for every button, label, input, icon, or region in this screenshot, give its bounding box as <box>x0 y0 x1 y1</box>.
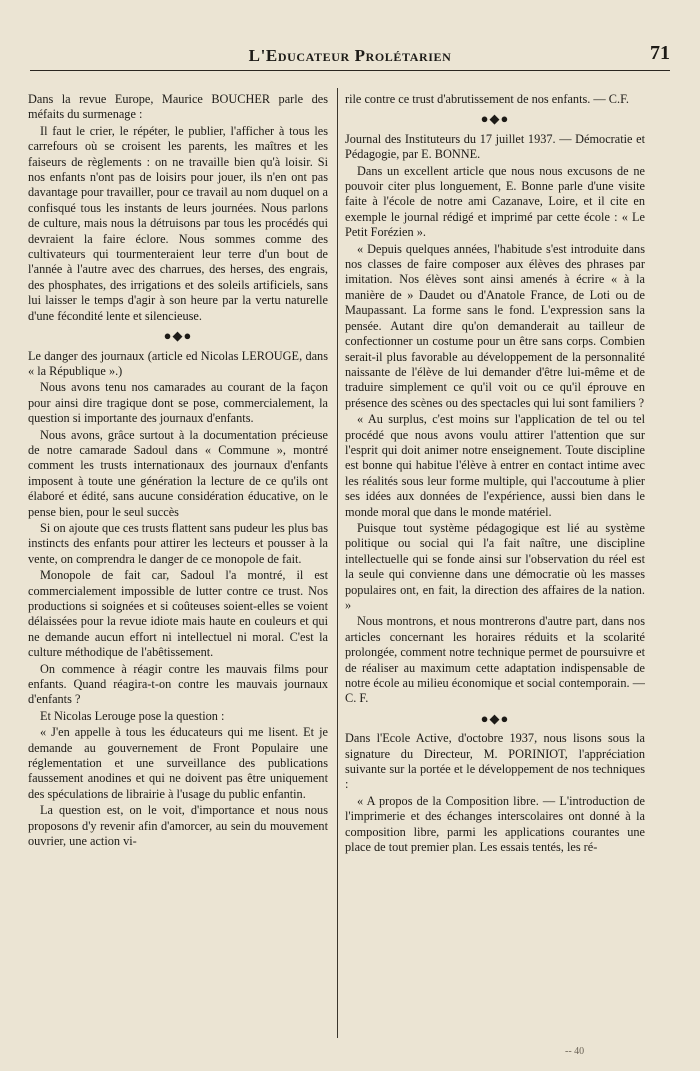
paragraph: Si on ajoute que ces trusts flattent sans pudeur les plus bas instincts des enfants pour attirer les lecteurs et pousser à la vente, on comprendra le danger de ce monopole de fait. <box>28 520 328 566</box>
left-column <box>28 92 328 1041</box>
paragraph: Nous avons, grâce surtout à la documentation précieuse de notre camarade Sadoul dans « Commune », montré comment les trusts internationaux des journaux d'enfants imposent à toute une génération la lecture de ce qu'ils ont élaboré et édité, sans aucune considération éducative, on le pense bien, pour le seul succès <box>28 427 328 519</box>
paragraph: « Depuis quelques années, l'habitude s'est introduite dans nos classes de faire composer aux élèves des phrases par imitation. Nos élèves sont ainsi amenés à écrire « à la manière de » Daudet ou d'Anatole France, de Loti ou de Maupassant. La forme sans le fond. L'expression sans la pensée. Autant dire qu'on demanderait au tailleur de confectionner un costume pour un être sans corps. Combien serait-il plus favorable au développement de la personnalité naissante de l'élève de lui demander d'être lui-même et de traduire simplement ce qu'il voit ou ce qu'il éprouve en présence des scènes ou des spectacles qui lui sont familiers ? <box>345 241 645 410</box>
page-number: 71 <box>650 42 670 64</box>
paragraph: On commence à réagir contre les mauvais films pour enfants. Quand réagira-t-on contre les mauvais journaux d'enfants ? <box>28 661 328 707</box>
section-ornament: ●◆● <box>480 710 510 726</box>
paragraph: Dans un excellent article que nous nous excusons de ne pouvoir citer plus longuement, E. Bonne parle d'une visite faite à l'école de notre ami Cazanave, Loire, et il cite en exemple le journal rédigé et imprimé par cette école : « Le Petit Forézien ». <box>345 163 645 240</box>
column-divider <box>337 88 338 1038</box>
paragraph: Dans l'Ecole Active, d'octobre 1937, nous lisons sous la signature du Directeur, M. PORINIOT, l'appréciation suivante sur la portée et le développement de nos techniques : <box>345 731 645 792</box>
paragraph: Il faut le crier, le répéter, le publier, l'afficher à tous les carrefours où se croisent les parents, les maîtres et les faiseurs de règlements : on ne travaille bien qu'à loisir. Si nos enfants n'ont pas de loisirs pour jouer, ils n'en ont pas davantage pour travailler, pour ce travail au nom duquel on a confisqué tous les instants de leurs journées. Nous parlons de culture, mais nous la détruisons par tous les procédés qui devraient la faire éclore. Nous sommes comme des cultivateurs qui tourmenteraient leur terre d'un bout de l'année à l'autre avec des charrues, des herses, des engrais, des phosphates, des irrigations et des soleils artificiels, sans lui laisser le temps d'agir à son heure par la vertu naturelle d'une fécondité lente et silencieuse. <box>28 123 328 323</box>
paragraph: Puisque tout système pédagogique est lié au système politique ou social qui l'a fait naître, une discipline intellectuelle qui se fonde ainsi sur l'observation du réel est la seule qui convienne dans une démocratie où les masses populaires ont, en fait, la direction des affaires de la nation. » <box>345 520 645 612</box>
paragraph: La question est, on le voit, d'importance et nous nous proposons d'y revenir afin d'amorcer, au sein du mouvement ouvrier, une action vi- <box>28 803 328 849</box>
section-ornament: ●◆● <box>480 111 510 127</box>
paragraph: Nous montrons, et nous montrerons d'autre part, dans nos articles concernant les horaires réduits et la scolarité prolongée, comment notre technique permet de poursuivre et de réaliser au maximum cette adaptation indispensable de notre école au milieu économique et social contemporain. — C. F. <box>345 614 645 706</box>
paragraph: Et Nicolas Lerouge pose la question : <box>40 708 225 723</box>
section-heading: Le danger des journaux (article ed Nicolas LEROUGE, dans « la République ».) <box>28 348 328 378</box>
journal-title: L'Educateur Prolétarien <box>248 46 452 65</box>
right-column <box>345 92 645 1041</box>
paragraph: Nous avons tenu nos camarades au courant de la façon pour ainsi dire tragique dont se pose, commercialement, la question si importante des journaux d'enfants. <box>28 380 328 426</box>
paragraph: « A propos de la Composition libre. — L'introduction de l'imprimerie et des échanges interscolaires ont donné à la composition libre, parmi les applications courantes une place de tout premier plan. Les essais tentés, les ré- <box>345 793 645 855</box>
footer-folio: -- 40 <box>565 1046 585 1057</box>
section-heading: Journal des Instituteurs du 17 juillet 1937. — Démocratie et Pédagogie, par E. BONNE. <box>345 131 645 162</box>
paragraph: « Au surplus, c'est moins sur l'application de tel ou tel procédé que nous avons voulu attirer l'attention que sur l'esprit qui doit animer notre enseignement. Toute discipline est bonne qui habitue l'élève à entrer en contact intime avec les réalités sous leur forme multiple, qui l'accoutume à plier ses idées aux données de l'expérience, aussi bien dans le monde moral que dans le monde matériel. <box>345 412 645 519</box>
running-header <box>30 40 670 71</box>
paragraph: « J'en appelle à tous les éducateurs qui me lisent. Et je demande au gouvernement de Front Populaire une réglementation et une surveillance des publications faussement anodines et qui ne doivent pas être uniquement des spéculations de librairie à l'usage du public enfantin. <box>28 725 328 801</box>
paragraph: Monopole de fait car, Sadoul l'a montré, il est commercialement impossible de lutter contre ce trust. Nos productions si soignées et si coûteuses soient-elles se voient délaissées pour la revue idiote mais haute en couleurs et qui ne demande aucun effort ni intellectuel ni moral. C'est la culture méthodique de l'abêtissement. <box>28 568 328 660</box>
paragraph: rile contre ce trust d'abrutissement de nos enfants. — C.F. <box>345 92 629 106</box>
section-ornament: ●◆● <box>163 328 193 344</box>
paragraph: Dans la revue Europe, Maurice BOUCHER parle des méfaits du surmenage : <box>28 92 328 122</box>
